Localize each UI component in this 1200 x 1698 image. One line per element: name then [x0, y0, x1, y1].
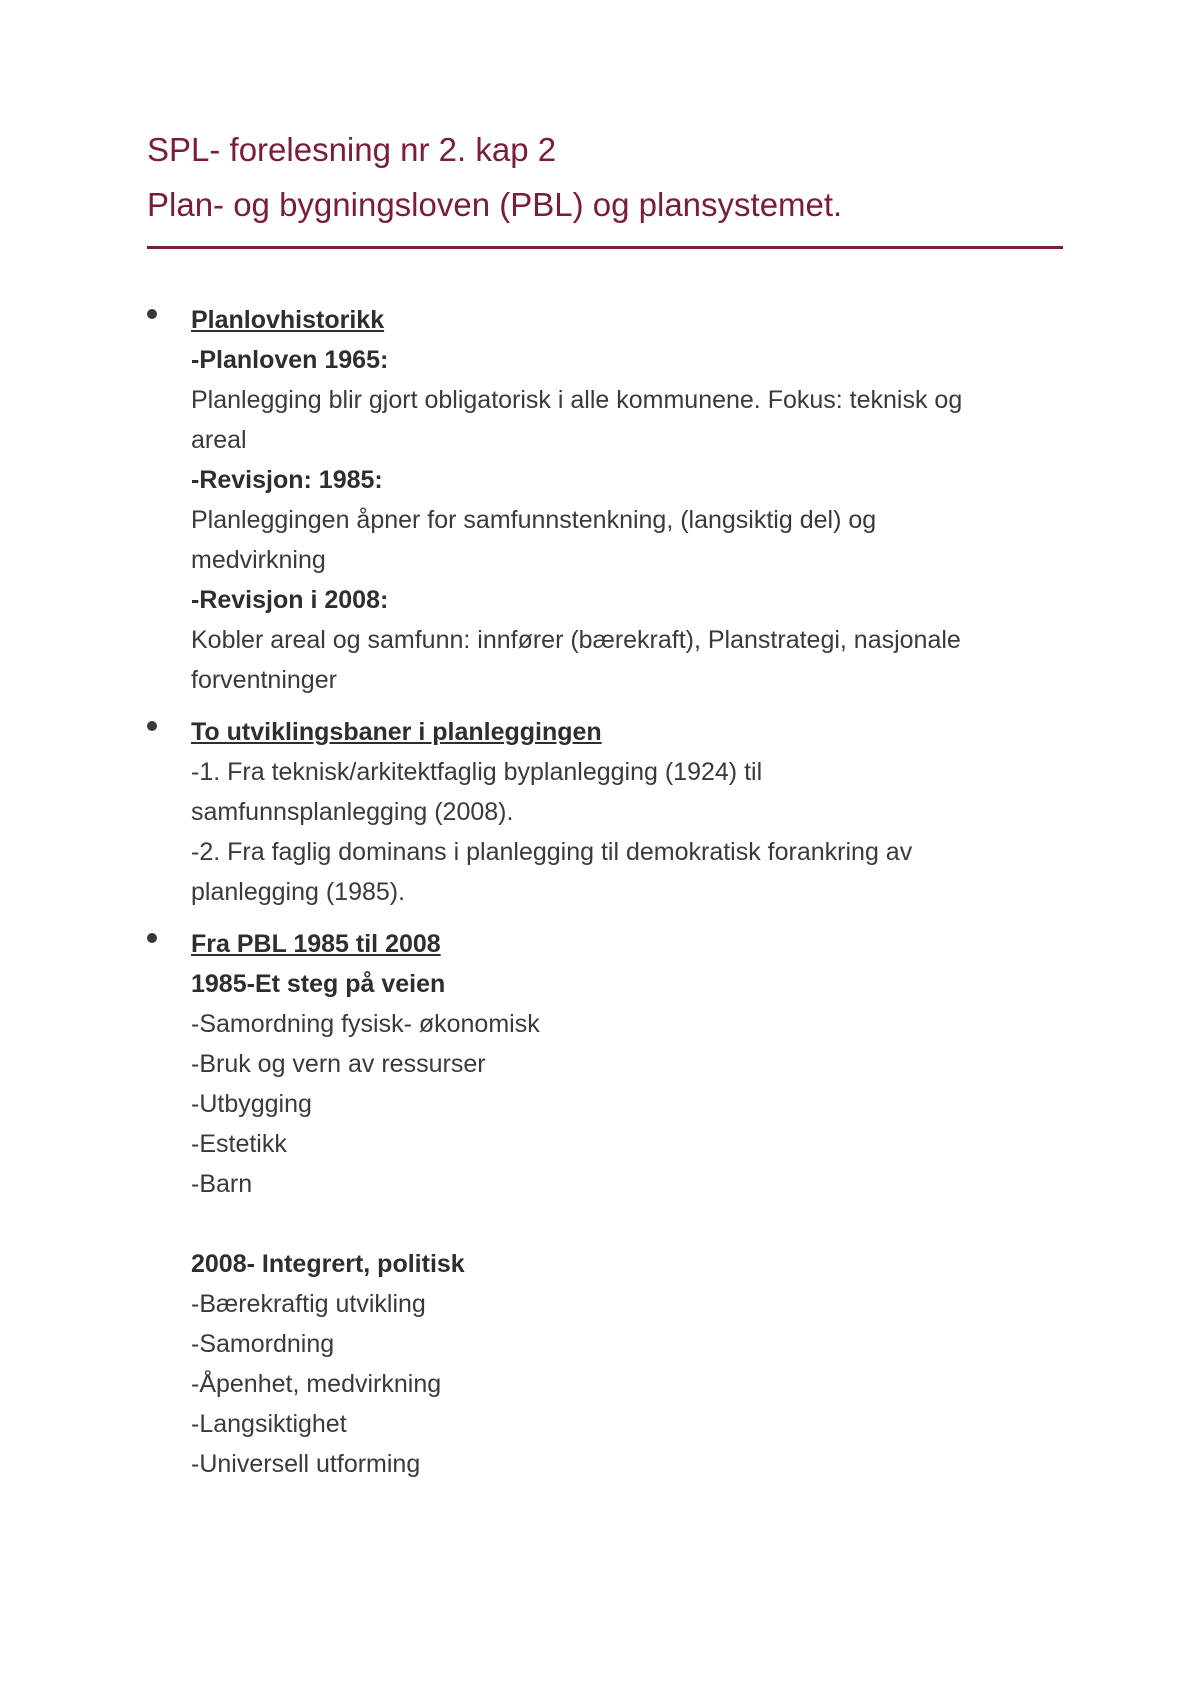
subheading: -Revisjon i 2008: — [191, 586, 389, 614]
text-line: -2. Fra faglig dominans i planlegging til demokratisk forankring av — [191, 838, 913, 866]
text-line: forventninger — [191, 666, 337, 694]
text-line: Planleggingen åpner for samfunnstenkning, (langsiktig del) og — [191, 506, 877, 534]
text-line: samfunnsplanlegging (2008). — [191, 798, 514, 826]
text-line: -Estetikk — [191, 1130, 287, 1158]
text-line: -Utbygging — [191, 1090, 312, 1118]
section-heading: Fra PBL 1985 til 2008 — [191, 930, 441, 958]
text-line: medvirkning — [191, 546, 326, 574]
subheading: -Planloven 1965: — [191, 346, 389, 374]
section-heading: To utviklingsbaner i planleggingen — [191, 718, 602, 746]
text-line: -1. Fra teknisk/arkitektfaglig byplanlegging (1924) til — [191, 758, 763, 786]
text-line: -Barn — [191, 1170, 253, 1198]
bullet-section — [147, 300, 1077, 700]
text-line: -Universell utforming — [191, 1450, 421, 1478]
text-line: -Bruk og vern av ressurser — [191, 1050, 486, 1078]
text-line: -Åpenhet, medvirkning — [191, 1370, 442, 1398]
document-title — [147, 122, 1067, 232]
title-divider — [147, 246, 1063, 249]
subheading: 2008- Integrert, politisk — [191, 1250, 465, 1278]
section-heading: Planlovhistorikk — [191, 306, 385, 334]
subheading: 1985-Et steg på veien — [191, 970, 446, 998]
bullet-icon — [147, 309, 157, 319]
text-line: -Samordning fysisk- økonomisk — [191, 1010, 540, 1038]
text-line: -Samordning — [191, 1330, 335, 1358]
text-line: -Langsiktighet — [191, 1410, 347, 1438]
text-line: -Bærekraftig utvikling — [191, 1290, 426, 1318]
title-line-2: Plan- og bygningsloven (PBL) og plansystemet. — [147, 186, 843, 223]
text-line: areal — [191, 426, 247, 454]
text-line: planlegging (1985). — [191, 878, 406, 906]
bullet-icon — [147, 933, 157, 943]
bullet-section — [147, 712, 1077, 912]
bullet-icon — [147, 721, 157, 731]
bullet-section — [147, 924, 1077, 1484]
text-line: Kobler areal og samfunn: innfører (bærekraft), Planstrategi, nasjonale — [191, 626, 961, 654]
document-body — [147, 300, 1077, 1496]
subheading: -Revisjon: 1985: — [191, 466, 383, 494]
blank-line — [191, 1204, 1077, 1244]
title-line-1: SPL- forelesning nr 2. kap 2 — [147, 131, 557, 168]
text-line: Planlegging blir gjort obligatorisk i alle kommunene. Fokus: teknisk og — [191, 386, 963, 414]
